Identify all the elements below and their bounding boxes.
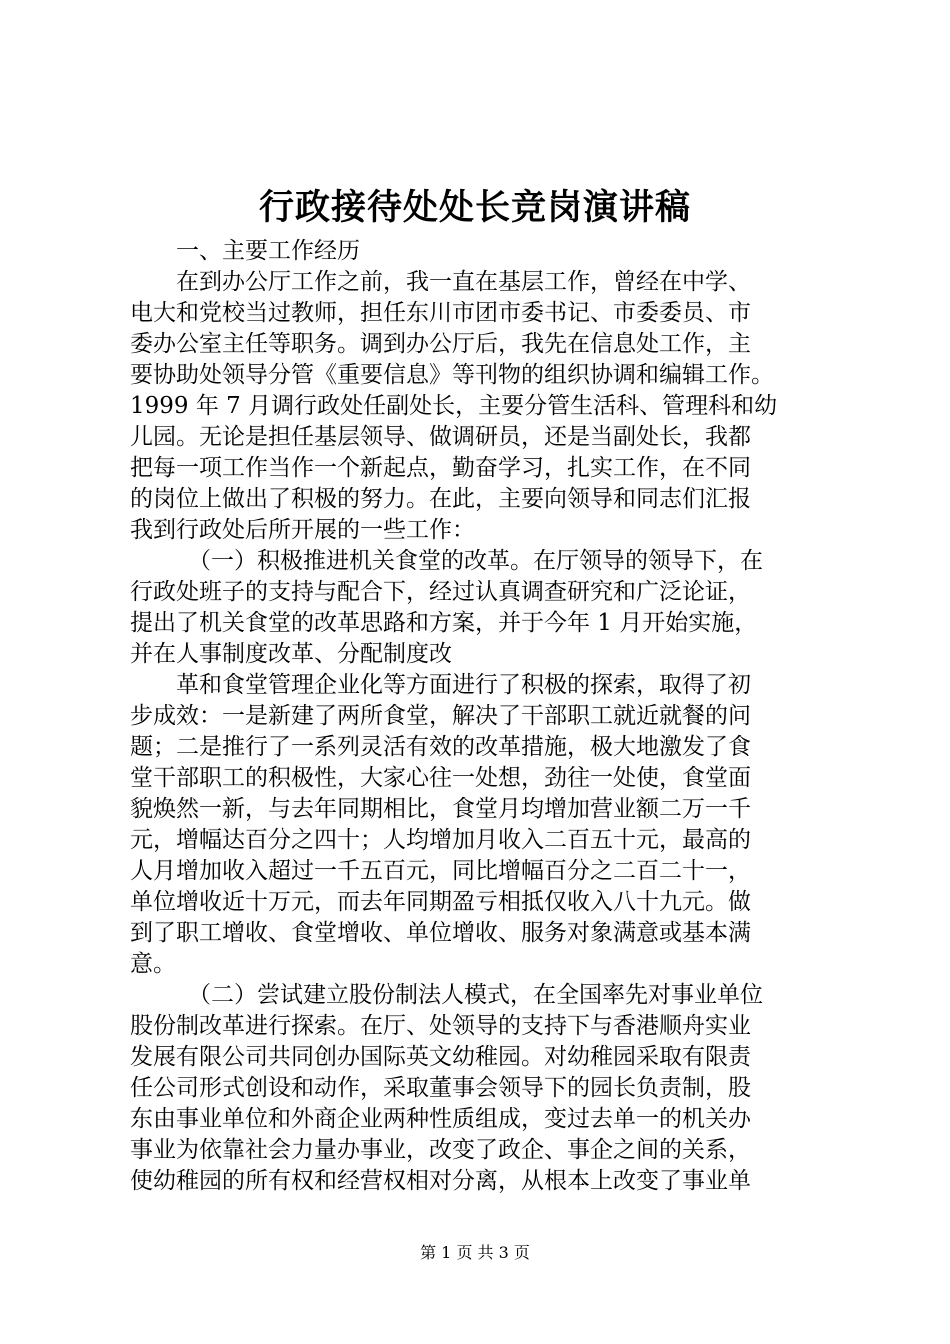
paragraph-line: 1999 年 7 月调行政处任副处长，主要分管生活科、管理科和幼	[130, 393, 778, 419]
paragraph-line: 并在人事制度改革、分配制度改	[130, 641, 452, 667]
paragraph-line: 股份制改革进行探索。在厅、处领导的支持下与香港顺舟实业	[130, 1013, 751, 1039]
paragraph-line: 把每一项工作当作一个新起点，勤奋学习，扎实工作，在不同	[130, 455, 751, 481]
paragraph-line: 题；二是推行了一系列灵活有效的改革措施，极大地激发了食	[130, 734, 751, 760]
paragraph-line: 儿园。无论是担任基层领导、做调研员，还是当副处长，我都	[130, 424, 751, 450]
paragraph-line: 行政处班子的支持与配合下，经过认真调查研究和广泛论证，	[130, 579, 751, 605]
paragraph-line: 在到办公厅工作之前，我一直在基层工作，曾经在中学、	[176, 269, 751, 295]
paragraph-line: 堂干部职工的积极性，大家心往一处想，劲往一处使，食堂面	[130, 765, 751, 791]
subsection-line: （一）积极推进机关食堂的改革。在厅领导的领导下，在	[188, 548, 763, 574]
paragraph-line: 意。	[130, 951, 176, 977]
paragraph-line: 事业为依靠社会力量办事业，改变了政企、事企之间的关系，	[130, 1137, 751, 1163]
paragraph-line: 使幼稚园的所有权和经营权相对分离，从根本上改变了事业单	[130, 1168, 751, 1194]
paragraph-line: 要协助处领导分管《重要信息》等刊物的组织协调和编辑工作。	[130, 362, 774, 388]
paragraph-line: 东由事业单位和外商企业两种性质组成，变过去单一的机关办	[130, 1106, 751, 1132]
paragraph-line: 革和食堂管理企业化等方面进行了积极的探索，取得了初	[176, 672, 751, 698]
paragraph-line: 貌焕然一新，与去年同期相比，食堂月均增加营业额二万一千	[130, 796, 751, 822]
paragraph-line: 步成效：一是新建了两所食堂，解决了干部职工就近就餐的问	[130, 703, 751, 729]
paragraph-line: 发展有限公司共同创办国际英文幼稚园。对幼稚园采取有限责	[130, 1044, 751, 1070]
paragraph-line: 委办公室主任等职务。调到办公厅后，我先在信息处工作，主	[130, 331, 751, 357]
paragraph-line: 提出了机关食堂的改革思路和方案，并于今年 1 月开始实施，	[130, 610, 758, 636]
document-title: 行政接待处处长竞岗演讲稿	[258, 187, 691, 228]
page-indicator: 第 1 页 共 3 页	[420, 1243, 530, 1262]
paragraph-line: 到了职工增收、食堂增收、单位增收、服务对象满意或基本满	[130, 920, 751, 946]
paragraph-line: 元，增幅达百分之四十；人均增加月收入二百五十元，最高的	[130, 827, 751, 853]
paragraph-line: 电大和党校当过教师，担任东川市团市委书记、市委委员、市	[130, 300, 751, 326]
section-heading: 一、主要工作经历	[176, 238, 360, 264]
paragraph-line: 任公司形式创设和动作，采取董事会领导下的园长负责制，股	[130, 1075, 751, 1101]
document-body	[130, 236, 830, 1197]
paragraph-line: 人月增加收入超过一千五百元，同比增幅百分之二百二十一，	[130, 858, 751, 884]
paragraph-line: 的岗位上做出了积极的努力。在此，主要向领导和同志们汇报	[130, 486, 751, 512]
paragraph-line: 单位增收近十万元，而去年同期盈亏相抵仅收入八十九元。做	[130, 889, 751, 915]
subsection-line: （二）尝试建立股份制法人模式，在全国率先对事业单位	[188, 982, 763, 1008]
paragraph-line: 我到行政处后所开展的一些工作：	[130, 517, 475, 543]
